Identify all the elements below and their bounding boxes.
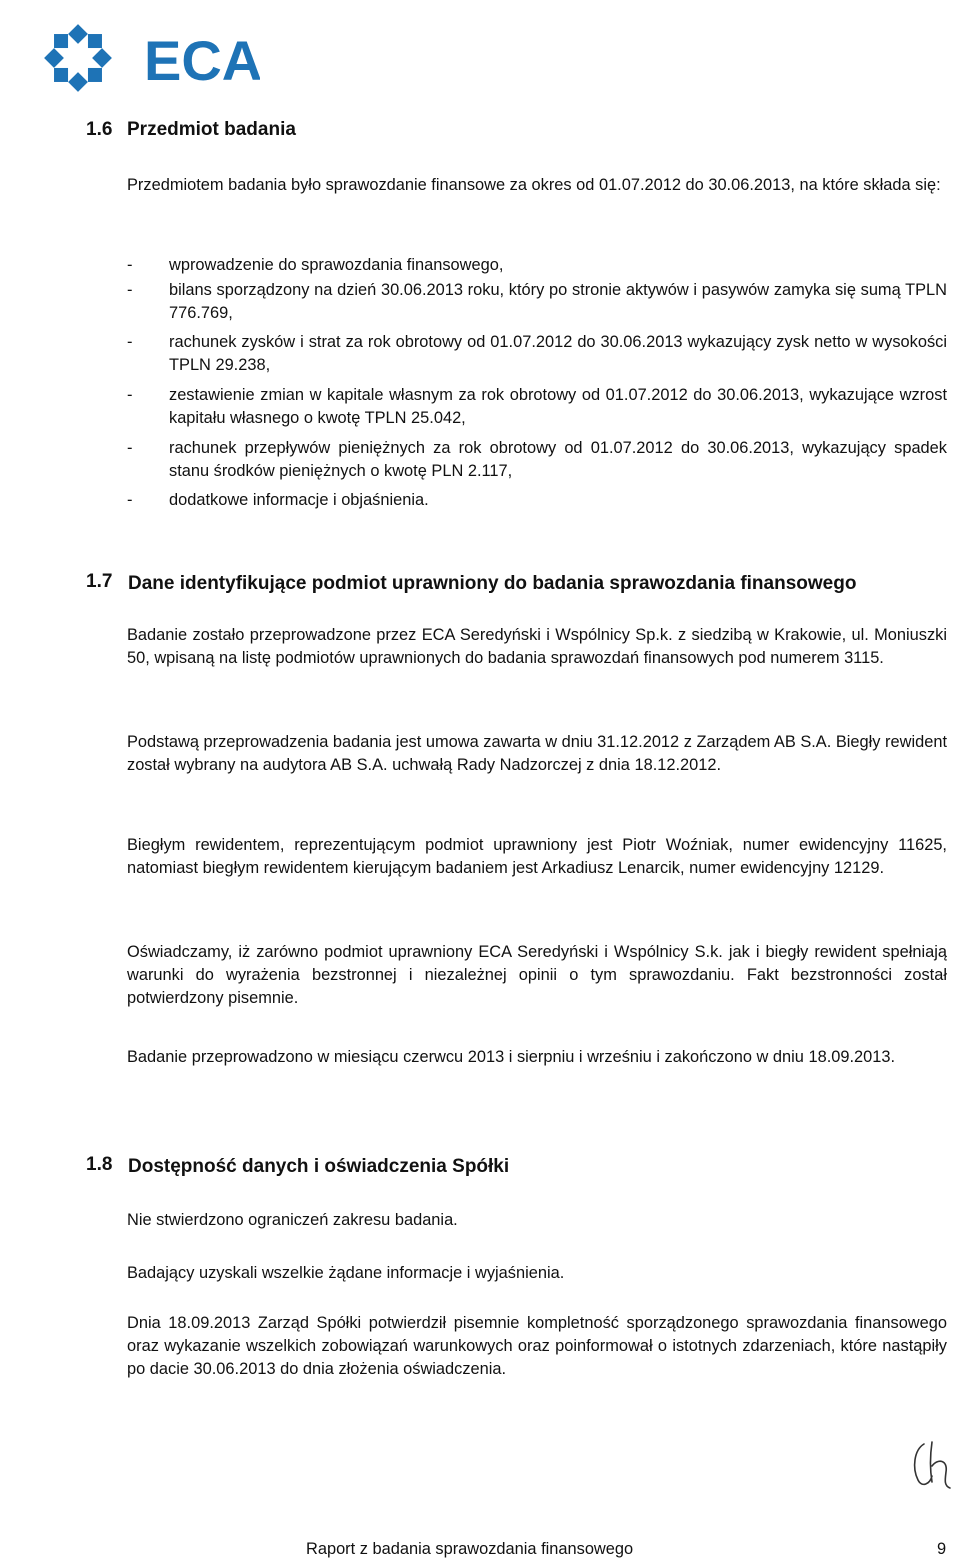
list-item: - rachunek zysków i strat za rok obrotowy od 01.07.2012 do 30.06.2013 wykazujący zysk netto w wysokości TPLN 29.238,: [127, 333, 947, 374]
paragraph: Badanie zostało przeprowadzone przez ECA Seredyński i Wspólnicy Sp.k. z siedzibą w Krakowie, ul. Moniuszki 50, wpisaną na listę podmiotów uprawnionych do badania sprawozdań finansowych pod numerem 3115.: [127, 626, 947, 667]
paragraph: Podstawą przeprowadzenia badania jest umowa zawarta w dniu 31.12.2012 z Zarządem AB S.A. Biegły rewident został wybrany na audytora AB S.A. uchwałą Rady Nadzorczej z dnia 18.12.2012.: [127, 733, 947, 774]
signature-mark: [908, 1436, 954, 1494]
footer-title: Raport z badania sprawozdania finansowego: [306, 1540, 634, 1558]
paragraph: Nie stwierdzono ograniczeń zakresu badania.: [127, 1211, 458, 1229]
paragraph: Oświadczamy, iż zarówno podmiot uprawniony ECA Seredyński i Wspólnicy S.k. jak i biegły rewident spełniają warunki do wyrażenia bezstronnej i niezależnej opinii o tym sprawozdaniu. Fakt bezstronności został potwierdzony pisemnie.: [127, 943, 947, 1007]
list-item: - dodatkowe informacje i objaśnienia.: [127, 491, 429, 509]
section-title: Dane identyfikujące podmiot uprawniony do badania sprawozdania finansowego: [128, 573, 857, 594]
section-title: Przedmiot badania: [127, 119, 296, 140]
section-title: Dostępność danych i oświadczenia Spółki: [128, 1156, 510, 1177]
signature-icon: [908, 1436, 954, 1494]
eca-logo: [40, 22, 260, 94]
eca-star-icon: [40, 22, 260, 94]
list-item: - zestawienie zmian w kapitale własnym za rok obrotowy od 01.07.2012 do 30.06.2013, wykazujące wzrost kapitału własnego o kwotę TPLN 25.042,: [127, 386, 947, 427]
section-number: 1.6: [86, 119, 113, 140]
paragraph: Dnia 18.09.2013 Zarząd Spółki potwierdził pisemnie kompletność sporządzonego sprawozdania finansowego oraz wykazanie wszelkich zobowiązań warunkowych oraz poinformował o istotnych zdarzeniach, które nastąpiły po dacie 30.06.2013 do dnia złożenia oświadczenia.: [127, 1314, 947, 1378]
section-intro: Przedmiotem badania było sprawozdanie finansowe za okres od 01.07.2012 do 30.06.2013, na które składa się:: [127, 176, 941, 194]
section-number: 1.8: [86, 1154, 113, 1175]
list-item: - wprowadzenie do sprawozdania finansowego,: [127, 256, 504, 274]
page-number: 9: [937, 1540, 947, 1558]
list-item: - rachunek przepływów pieniężnych za rok obrotowy od 01.07.2012 do 30.06.2013, wykazujący spadek stanu środków pieniężnych o kwotę PLN 2.117,: [127, 439, 947, 480]
paragraph: Biegłym rewidentem, reprezentującym podmiot uprawniony jest Piotr Woźniak, numer ewidencyjny 11625, natomiast biegłym rewidentem kierującym badaniem jest Arkadiusz Lenarcik, numer ewidencyjny 12129.: [127, 836, 947, 877]
list-item: - bilans sporządzony na dzień 30.06.2013 roku, który po stronie aktywów i pasywów zamyka się sumą TPLN 776.769,: [127, 281, 947, 322]
section-number: 1.7: [86, 571, 113, 592]
paragraph: Badający uzyskali wszelkie żądane informacje i wyjaśnienia.: [127, 1264, 565, 1282]
paragraph: Badanie przeprowadzono w miesiącu czerwcu 2013 i sierpniu i wrześniu i zakończono w dniu 18.09.2013.: [127, 1048, 896, 1066]
logo-text: ECA: [144, 29, 260, 92]
